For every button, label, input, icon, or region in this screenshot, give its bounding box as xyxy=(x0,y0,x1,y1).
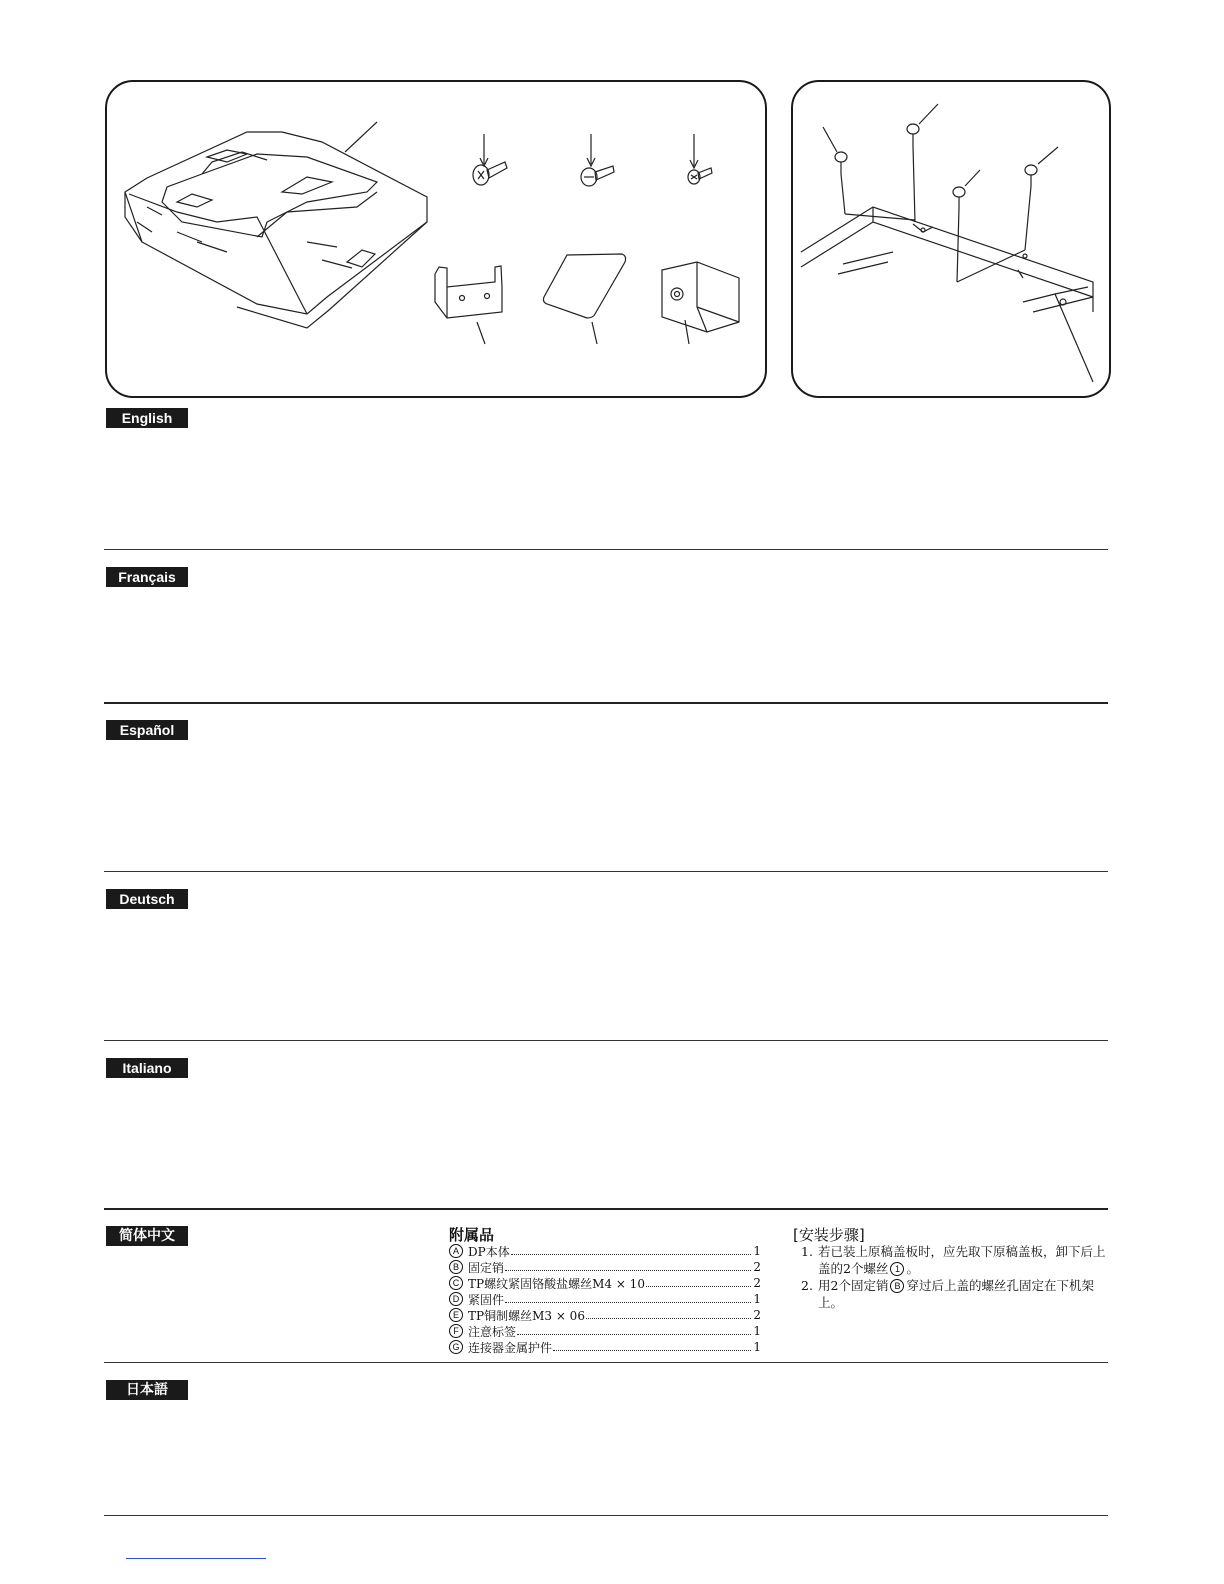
parts-illustration xyxy=(107,82,765,396)
part-letter: E xyxy=(449,1308,463,1322)
part-qty: 1 xyxy=(753,1244,761,1258)
lang-tag-english: English xyxy=(106,408,188,428)
machine-frame-drawing xyxy=(801,207,1093,382)
connector-guard-drawing xyxy=(662,262,739,344)
step-ref: B xyxy=(890,1279,904,1293)
step-text-end: 。 xyxy=(906,1261,919,1276)
part-name: 连接器金属护件 xyxy=(468,1340,553,1355)
parts-list-item xyxy=(449,1323,761,1339)
parts-list-item xyxy=(449,1339,761,1355)
dp-main-body-drawing xyxy=(125,122,427,328)
section-divider xyxy=(104,1362,1108,1363)
section-divider xyxy=(104,549,1108,550)
part-qty: 1 xyxy=(753,1340,761,1354)
parts-list-item xyxy=(449,1307,761,1323)
part-qty: 1 xyxy=(753,1324,761,1338)
parts-heading: 附属品 xyxy=(449,1226,495,1244)
parts-illustration-panel xyxy=(105,80,767,398)
lang-tag-french: Français xyxy=(106,567,188,587)
part-name: 注意标签 xyxy=(468,1324,517,1339)
install-illustration-panel xyxy=(791,80,1111,398)
step-text-end: 穿过后上盖的螺丝孔固定在下机架上。 xyxy=(818,1278,1094,1310)
part-qty: 2 xyxy=(753,1308,761,1322)
part-name: TP螺纹紧固铬酸盐螺丝M4 × 10 xyxy=(468,1276,645,1291)
part-name: 固定销 xyxy=(468,1260,505,1275)
parts-list-item xyxy=(449,1259,761,1275)
install-steps xyxy=(801,1243,1109,1311)
parts-list-item xyxy=(449,1243,761,1259)
step-number: 1. xyxy=(801,1244,813,1259)
part-letter: C xyxy=(449,1276,463,1290)
parts-list xyxy=(449,1243,761,1355)
section-divider xyxy=(104,871,1108,872)
lang-tag-spanish: Español xyxy=(106,720,188,740)
step-text: 用2个固定销 xyxy=(818,1278,889,1293)
caution-label-drawing xyxy=(543,254,625,344)
parts-list-item xyxy=(449,1291,761,1307)
section-divider xyxy=(104,1515,1108,1516)
install-step xyxy=(801,1277,1109,1311)
lang-tag-chinese: 简体中文 xyxy=(106,1226,188,1246)
part-name: 紧固件 xyxy=(468,1292,505,1307)
steps-heading: [安装步骤] xyxy=(793,1226,865,1244)
install-step xyxy=(801,1243,1109,1277)
footer-link-line[interactable] xyxy=(126,1558,266,1559)
step-ref: 1 xyxy=(890,1262,904,1276)
part-letter: D xyxy=(449,1292,463,1306)
lang-tag-italian: Italiano xyxy=(106,1058,188,1078)
parts-list-item xyxy=(449,1275,761,1291)
section-divider xyxy=(104,1208,1108,1210)
part-name: TP铜制螺丝M3 × 06 xyxy=(468,1308,585,1323)
part-letter: A xyxy=(449,1244,463,1258)
part-name: DP本体 xyxy=(468,1244,510,1259)
part-letter: B xyxy=(449,1260,463,1274)
part-qty: 1 xyxy=(753,1292,761,1306)
section-divider xyxy=(104,702,1108,704)
fastener-drawing xyxy=(435,266,502,344)
part-letter: G xyxy=(449,1340,463,1354)
part-qty: 2 xyxy=(753,1276,761,1290)
step-number: 2. xyxy=(801,1278,813,1293)
install-illustration xyxy=(793,82,1109,396)
part-qty: 2 xyxy=(753,1260,761,1274)
lang-tag-japanese: 日本語 xyxy=(106,1380,188,1400)
lang-tag-german: Deutsch xyxy=(106,889,188,909)
step-text: 若已装上原稿盖板时，应先取下原稿盖板，卸下后上盖的2个螺丝 xyxy=(818,1244,1106,1276)
part-letter: F xyxy=(449,1324,463,1338)
screw-drawings xyxy=(473,134,712,186)
section-divider xyxy=(104,1040,1108,1041)
